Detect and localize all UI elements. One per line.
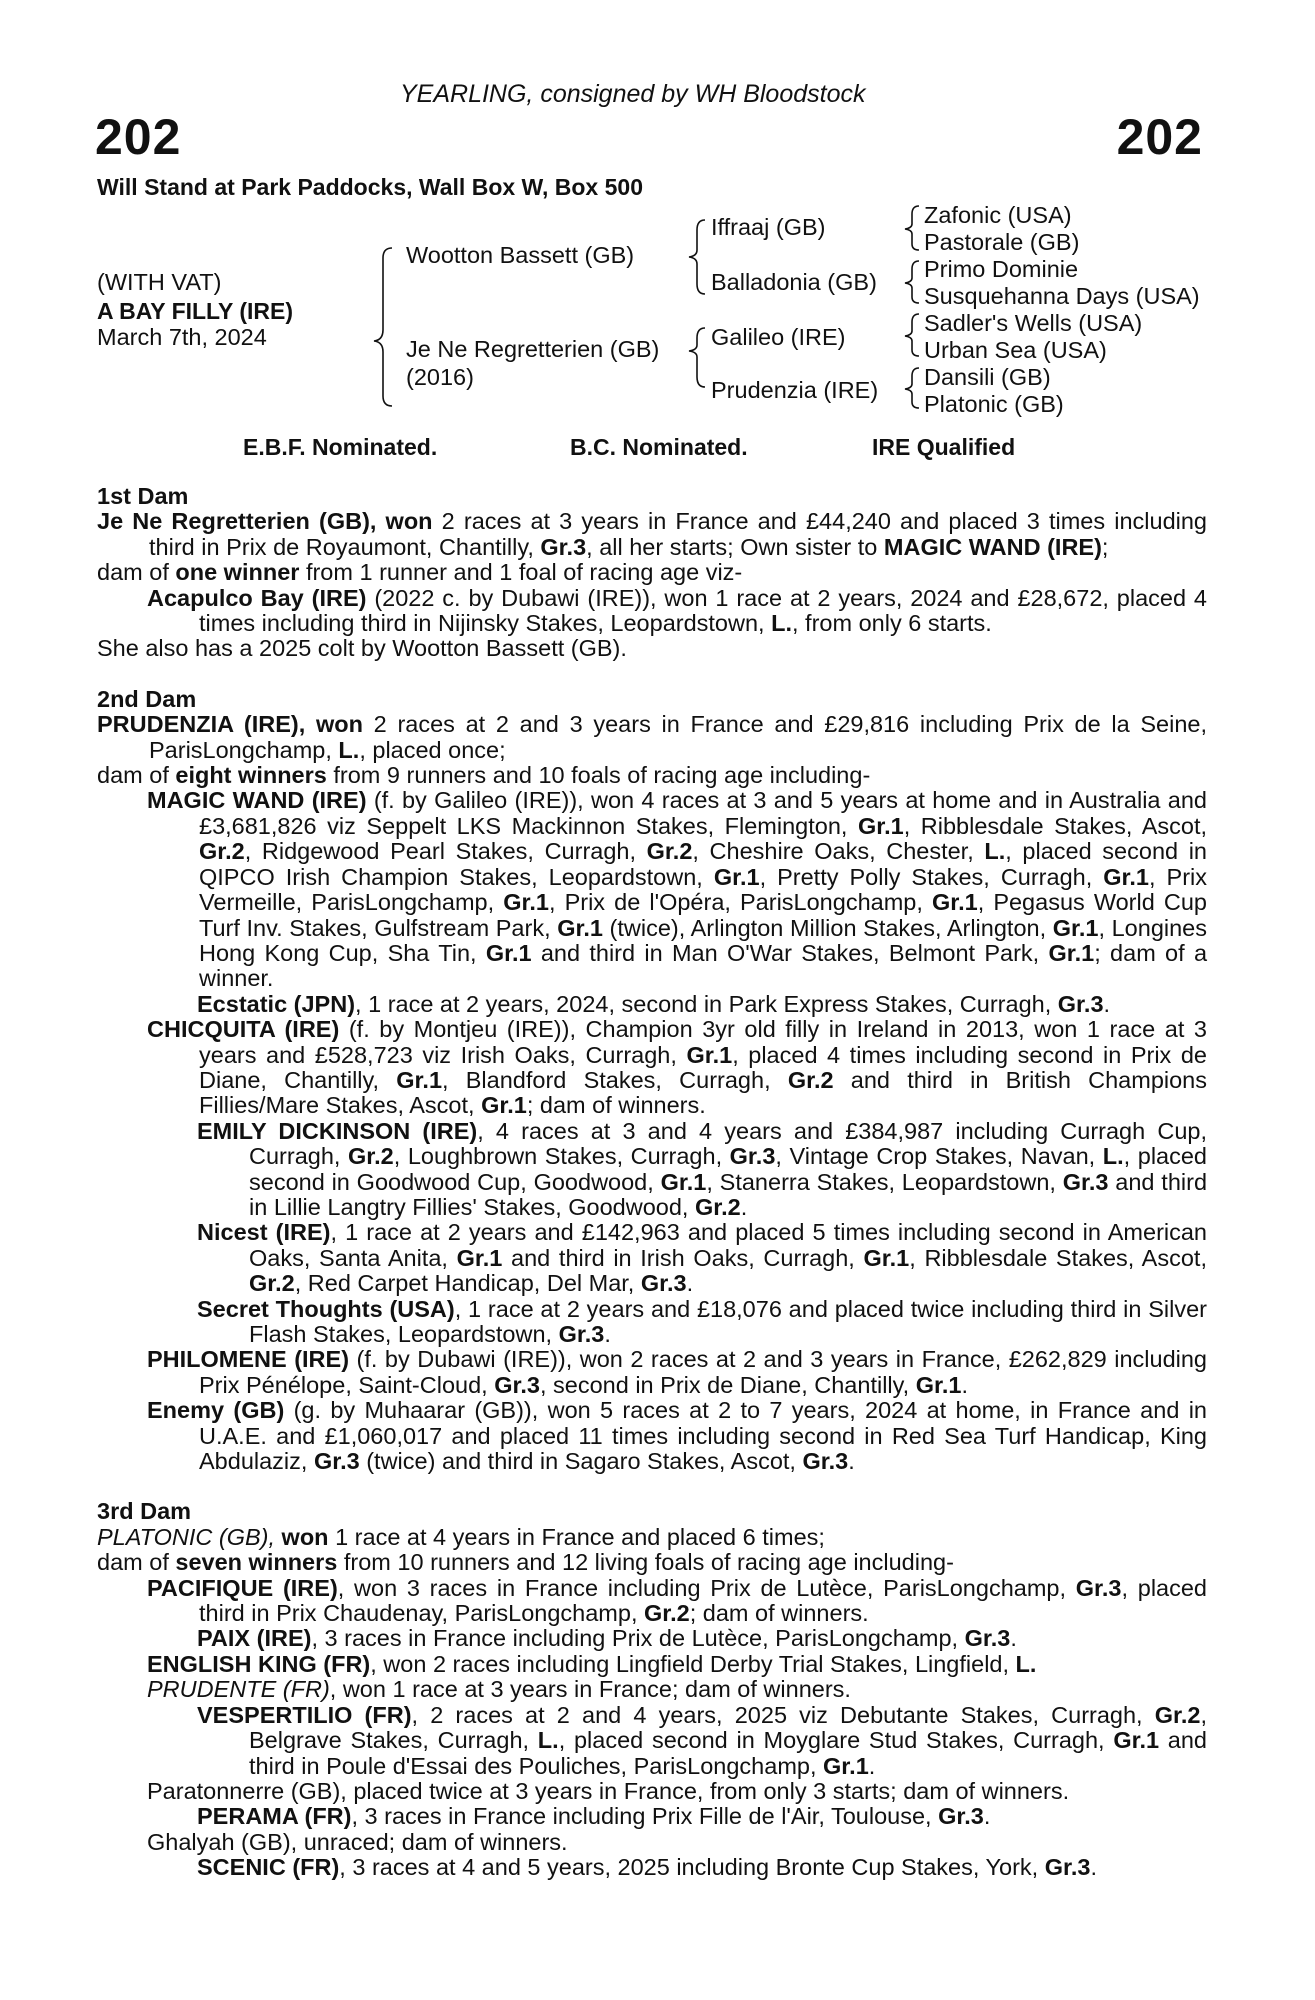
grade: Gr.3 [802, 1448, 849, 1475]
horse-name: A BAY FILLY (IRE) [97, 298, 293, 324]
text: . [983, 1803, 991, 1830]
text: . [1090, 1854, 1097, 1881]
text: ; [1101, 533, 1109, 560]
produce-name: Enemy (GB) [147, 1397, 285, 1424]
text: , Pretty Polly Stakes, Curragh, [759, 863, 1104, 890]
text: and third in Man O'War Stakes, Belmont Park, [531, 939, 1049, 966]
pedigree-sss: Zafonic (USA) [924, 202, 1072, 228]
produce-ecstatic [97, 992, 1207, 1017]
text: and third in British Champions Fillies/Mare Stakes, Ascot, [199, 1066, 1207, 1119]
pedigree-dam: Je Ne Regretterien (GB) [406, 336, 660, 362]
grade: Gr.1 [915, 1371, 962, 1398]
consignor-line: YEARLING, consigned by WH Bloodstock [400, 80, 866, 108]
produce-paix [97, 1626, 1207, 1651]
produce-scenic [97, 1855, 1207, 1880]
produce-name: Ecstatic (JPN) [197, 990, 356, 1017]
winners-count: one winner [175, 559, 300, 586]
text: , 1 race at 2 years and £142,963 and placed 5 times including second in American Oaks, Santa Anita, [249, 1219, 1208, 1271]
text: ; dam of a winner. [199, 939, 1208, 992]
ire-qualified: IRE Qualified [872, 434, 1016, 460]
text: , Ribblesdale Stakes, Ascot, [909, 1244, 1207, 1271]
text: , Stanerra Stakes, Leopardstown, [706, 1168, 1063, 1195]
grade: Gr.3 [964, 1625, 1011, 1652]
produce-nicest [97, 1220, 1207, 1296]
text: . [961, 1371, 968, 1398]
text: , placed second in QIPCO Irish Champion Stakes, Leopardstown, [199, 838, 1207, 890]
text: , 1 race at 2 years, 2024, second in Park Express Stakes, Curragh, [355, 990, 1058, 1017]
produce-name: PAIX (IRE) [197, 1625, 312, 1652]
won-label: won [281, 1523, 329, 1550]
grade: Gr.1 [396, 1066, 443, 1093]
pedigree-dss: Sadler's Wells (USA) [924, 310, 1143, 336]
pedigree-dam-year: (2016) [406, 364, 474, 390]
pedigree-dsd: Urban Sea (USA) [924, 337, 1107, 363]
text: , won 1 race at 3 years in France; dam of winners. [329, 1676, 851, 1703]
produce-vespertilio [97, 1703, 1207, 1779]
produce-name: ENGLISH KING (FR) [147, 1650, 371, 1677]
text: from 10 runners and 12 living foals of racing age including- [337, 1549, 954, 1576]
grade: Gr.3 [938, 1803, 984, 1830]
grade: L. [984, 838, 1006, 865]
grade: Gr.2 [348, 1143, 394, 1170]
produce-enemy [97, 1398, 1207, 1474]
text: , placed once; [359, 736, 506, 763]
grade: Gr.3 [494, 1371, 540, 1398]
grade: Gr.2 [199, 838, 245, 865]
grade: Gr.3 [640, 1270, 687, 1297]
text: , Ridgewood Pearl Stakes, Curragh, [244, 838, 647, 865]
produce-philomene [97, 1347, 1207, 1398]
produce-chicquita [97, 1017, 1207, 1119]
grade: Gr.1 [503, 889, 549, 916]
pedigree-dds: Dansili (GB) [924, 364, 1051, 390]
text: , placed second in Goodwood Cup, Goodwood, [249, 1143, 1207, 1195]
produce-pacifique [97, 1576, 1207, 1627]
text: and third in Irish Oaks, Curragh, [502, 1244, 864, 1271]
winners-count: eight winners [175, 762, 327, 789]
grade: Gr.2 [694, 1193, 741, 1220]
text: , 3 races in France including Prix Fille de l'Air, Toulouse, [351, 1803, 939, 1830]
text: 2 races at 3 years in France and £44,240 and placed 3 times including third in Prix de Royaumont, Chantilly, [149, 508, 1208, 560]
pedigree-sdd: Susquehanna Days (USA) [924, 283, 1200, 309]
grade: Gr.1 [1048, 939, 1095, 966]
produce-name: MAGIC WAND (IRE) [147, 787, 367, 814]
text: . [848, 1448, 855, 1475]
text: (twice), Arlington Million Stakes, Arlington, [602, 914, 1053, 941]
pedigree-dam-dam: Prudenzia (IRE) [711, 377, 879, 403]
text: (f. by Galileo (IRE)), won 4 races at 3 and 5 years at home and in Australia and £3,681,826 viz Seppelt LKS Mackinnon Stakes, Flemington, [199, 787, 1207, 839]
grade: L. [771, 610, 792, 637]
text: , 3 races in France including Prix de Lutèce, ParisLongchamp, [311, 1625, 965, 1652]
text: , placed third in Prix Chaudenay, ParisLongchamp, [199, 1574, 1207, 1627]
text: (f. by Montjeu (IRE)), Champion 3yr old filly in Ireland in 2013, won 1 race at 3 years and £528,723 viz Irish Oaks, Curragh, [199, 1016, 1207, 1068]
text: ; dam of winners. [689, 1600, 869, 1627]
foaling-date: March 7th, 2024 [97, 324, 267, 350]
text: and third in Poule d'Essai des Pouliches, ParisLongchamp, [249, 1727, 1208, 1779]
vat-note: (WITH VAT) [97, 269, 222, 295]
produce-perama [97, 1804, 1207, 1829]
text: , Belgrave Stakes, Curragh, [249, 1701, 1207, 1754]
second-dam-heading: 2nd Dam [97, 685, 197, 712]
text: from 1 runner and 1 foal of racing age viz- [299, 559, 743, 586]
first-dam-foal-note: She also has a 2025 colt by Wootton Bassett (GB). [97, 635, 627, 662]
text: dam of [97, 559, 176, 586]
first-dam-record [97, 509, 1207, 560]
text: (2022 c. by Dubawi (IRE)), won 1 race at 2 years, 2024 and £28,672, placed 4 times including third in Nijinsky Stakes, Leopardstown, [199, 584, 1207, 637]
third-dam-record [97, 1525, 1207, 1550]
text: , 1 race at 2 years and £18,076 and placed twice including third in Silver Flash Stakes, Leopardstown, [249, 1295, 1207, 1347]
text: . [686, 1270, 694, 1297]
text: , Prix de l'Opéra, ParisLongchamp, [548, 889, 932, 916]
text: , Ribblesdale Stakes, Ascot, [903, 812, 1207, 839]
produce-acapulco-bay [97, 586, 1207, 637]
grade: Gr.1 [485, 939, 532, 966]
text: (g. by Muhaarar (GB)), won 5 races at 2 to 7 years, 2024 at home, in France and in U.A.E. and £1,060,017 and placed 11 times including second in Red Sea Turf Handicap, King Abdulaziz, [199, 1397, 1207, 1475]
text: , Blandford Stakes, Curragh, [442, 1066, 788, 1093]
produce-ghalyah: Ghalyah (GB), unraced; dam of winners. [147, 1828, 568, 1855]
grade: Gr.3 [1044, 1854, 1091, 1881]
produce-name: Nicest (IRE) [197, 1219, 331, 1246]
text: ; dam of winners. [526, 1092, 706, 1119]
grade: Gr.3 [729, 1143, 776, 1170]
lot-number-right: 202 [1116, 109, 1203, 165]
text: , Loughbrown Stakes, Curragh, [393, 1143, 730, 1170]
text: , 2 races at 2 and 4 years, 2025 viz Debutante Stakes, Curragh, [411, 1701, 1155, 1728]
text: , Cheshire Oaks, Chester, [692, 838, 985, 865]
third-dam-produce-summary [97, 1550, 1207, 1575]
grade: Gr.1 [1103, 863, 1149, 890]
grade: Gr.1 [713, 863, 760, 890]
text: 1 race at 4 years in France and placed 6 times; [328, 1523, 825, 1550]
grade: Gr.1 [857, 812, 904, 839]
pedigree-dam-sire: Galileo (IRE) [711, 324, 846, 350]
grade: L. [338, 736, 360, 763]
text: , won 2 races including Lingfield Derby Trial Stakes, Lingfield, [370, 1650, 1016, 1677]
text: (twice) and third in Sagaro Stakes, Ascot, [359, 1448, 803, 1475]
text: , from only 6 starts. [792, 610, 992, 637]
text: . [740, 1193, 748, 1220]
grade: Gr.1 [481, 1092, 527, 1119]
grade: Gr.3 [313, 1448, 360, 1475]
produce-name: CHICQUITA (IRE) [147, 1016, 340, 1043]
second-dam-name: PRUDENZIA (IRE), won [97, 711, 363, 738]
text: . [604, 1321, 611, 1347]
pedigree-sire-dam: Balladonia (GB) [711, 269, 877, 295]
grade: Gr.2 [644, 1600, 690, 1627]
produce-name: Secret Thoughts (USA) [197, 1295, 455, 1322]
produce-name: PHILOMENE (IRE) [147, 1346, 350, 1373]
grade: Gr.1 [863, 1244, 910, 1271]
text: . [868, 1752, 876, 1779]
produce-name: PRUDENTE (FR) [147, 1676, 330, 1703]
text: , won 3 races in France including Prix de Lutèce, ParisLongchamp, [337, 1574, 1076, 1601]
produce-secret-thoughts [97, 1297, 1207, 1348]
produce-name: SCENIC (FR) [197, 1854, 340, 1881]
text: , Red Carpet Handicap, Del Mar, [294, 1270, 641, 1297]
produce-name: Acapulco Bay (IRE) [147, 584, 367, 611]
ebf-nominated: E.B.F. Nominated. [243, 434, 438, 460]
grade: Gr.1 [660, 1168, 707, 1195]
first-dam-name: Je Ne Regretterien (GB), won [97, 508, 433, 535]
text: from 9 runners and 10 foals of racing age including- [326, 762, 871, 789]
pedigree-sire: Wootton Bassett (GB) [406, 242, 635, 268]
third-dam-name: PLATONIC (GB), [97, 1523, 282, 1550]
grade: Gr.3 [1062, 1168, 1109, 1195]
produce-name: EMILY DICKINSON (IRE) [197, 1117, 478, 1144]
grade: Gr.2 [646, 838, 693, 865]
produce-paratonnerre: Paratonnerre (GB), placed twice at 3 years in France, from only 3 starts; dam of winners. [147, 1777, 1070, 1804]
grade: L. [1102, 1143, 1124, 1170]
text: , second in Prix de Diane, Chantilly, [539, 1371, 916, 1398]
text: . [1010, 1625, 1017, 1652]
text: , 4 races at 3 and 4 years and £384,987 including Curragh Cup, Curragh, [249, 1117, 1207, 1170]
bc-nominated: B.C. Nominated. [570, 434, 748, 460]
pedigree-braces [0, 0, 1315, 460]
text: and third in Lillie Langtry Fillies' Stakes, Goodwood, [249, 1168, 1208, 1220]
grade: Gr.3 [1075, 1574, 1122, 1601]
stand-location: Will Stand at Park Paddocks, Wall Box W, Box 500 [97, 174, 643, 200]
produce-emily-dickinson [97, 1119, 1207, 1221]
second-dam-record [97, 712, 1207, 763]
grade: Gr.2 [1154, 1701, 1201, 1728]
produce-name: VESPERTILIO (FR) [197, 1701, 412, 1728]
text: , Longines Hong Kong Cup, Sha Tin, [199, 914, 1207, 966]
pedigree-sds: Primo Dominie [924, 256, 1079, 282]
grade: Gr.3 [1057, 990, 1104, 1017]
grade: Gr.3 [558, 1321, 605, 1347]
text: , Vintage Crop Stakes, Navan, [775, 1143, 1103, 1170]
text: dam of [97, 1549, 176, 1576]
pedigree-ddd: Platonic (GB) [924, 391, 1064, 417]
grade: L. [537, 1727, 559, 1754]
text: , all her starts; Own sister to [586, 533, 884, 560]
produce-name: PACIFIQUE (IRE) [147, 1574, 338, 1601]
grade: Gr.2 [249, 1270, 295, 1297]
text: , placed second in Moyglare Stud Stakes, Curragh, [558, 1727, 1114, 1754]
text: 2 races at 2 and 3 years in France and £29,816 including Prix de la Seine, ParisLongchamp, [149, 711, 1207, 763]
pedigree-sire-sire: Iffraaj (GB) [711, 214, 826, 240]
text: , 3 races at 4 and 5 years, 2025 including Bronte Cup Stakes, York, [339, 1854, 1045, 1881]
text: (f. by Dubawi (IRE)), won 2 races at 2 and 3 years in France, £262,829 including Prix Pénélope, Saint-Cloud, [199, 1346, 1207, 1398]
grade: Gr.1 [686, 1041, 733, 1068]
grade: Gr.2 [787, 1066, 834, 1093]
sister-name: MAGIC WAND (IRE) [883, 533, 1102, 560]
winners-count: seven winners [175, 1549, 338, 1576]
grade: Gr.1 [1052, 914, 1099, 941]
grade: L. [1015, 1650, 1037, 1677]
grade: Gr.1 [456, 1244, 503, 1271]
produce-name: PERAMA (FR) [197, 1803, 352, 1830]
first-dam-produce-summary [97, 560, 1207, 585]
produce-prudente [97, 1677, 1207, 1702]
produce-magic-wand [97, 788, 1207, 991]
text: , placed 4 times including second in Prix de Diane, Chantilly, [199, 1041, 1207, 1093]
catalogue-body [97, 484, 1207, 1881]
grade: Gr.1 [557, 914, 603, 941]
text: , Prix Vermeille, ParisLongchamp, [199, 863, 1208, 916]
first-dam-heading: 1st Dam [97, 483, 189, 509]
grade: Gr.1 [823, 1752, 869, 1779]
text: dam of [97, 762, 176, 789]
lot-number-left: 202 [95, 109, 182, 165]
pedigree-ssd: Pastorale (GB) [924, 229, 1080, 255]
grade: Gr.1 [1113, 1727, 1160, 1754]
grade: Gr.1 [931, 889, 978, 916]
second-dam-produce-summary [97, 763, 1207, 788]
text: . [1103, 990, 1111, 1017]
third-dam-heading: 3rd Dam [97, 1498, 192, 1525]
grade: Gr.3 [540, 533, 587, 560]
text: , Pegasus World Cup Turf Inv. Stakes, Gulfstream Park, [199, 889, 1207, 941]
produce-english-king [97, 1652, 1207, 1677]
